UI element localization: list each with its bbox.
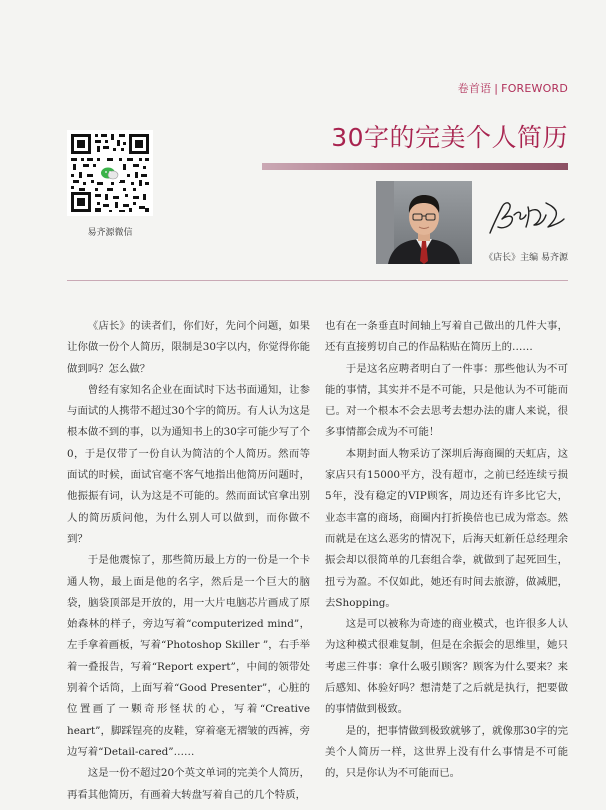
wechat-qr-code	[67, 130, 153, 216]
editor-portrait	[376, 181, 472, 264]
article-paragraph: 是的，把事情做到极致就够了，就像那30字的完美个人简历一样，这世界上没有什么事情是不可能的，只是你认为不可能而已。	[325, 724, 568, 780]
section-label-cn: 卷首语	[457, 82, 492, 95]
article-paragraph: 这是可以被称为奇迹的商业模式，也许很多人认为这种模式很难复制，但是在余振会的思维里，她只考虑三件事：拿什么吸引顾客？顾客为什么要来？来后感知、体验好吗？想清楚了之后就是执行，把要做的事情做到极致。	[325, 618, 568, 716]
editor-signature	[484, 193, 568, 237]
article-column-right	[325, 316, 568, 785]
section-label	[458, 80, 568, 96]
article-paragraph-continued: 也有在一条垂直时间轴上写着自己做出的几件大事，还有直接剪切自己的作品粘贴在简历上的……	[325, 320, 568, 354]
qr-code-icon	[67, 130, 153, 216]
page-title: 30字的完美个人简历	[331, 123, 568, 152]
article-paragraph: 这是一份不超过20个英文单词的完美个人简历，再看其他简历，有画着大转盘写着自己的几个特质，	[67, 767, 310, 801]
article-paragraph: 于是他震惊了，那些简历最上方的一份是一个卡通人物，最上面是他的名字，然后是一个巨大的脑袋，脑袋顶部是开放的，用一大片电脑芯片画成了原始森林的样子，旁边写着“computerized mind”，左手拿着画板，写着“Photoshop Skiller ”，右手举着一叠报告，写着“Report expert”，中间的领带处别着个话筒，上面写着“Good Presenter”，心脏的位置画了一颗奇形怪状的心，写着“Creative heart”，脚踩锃亮的皮鞋，穿着毫无褶皱的西裤，旁边写着“Detail-cared”……	[67, 554, 310, 758]
header-divider	[67, 280, 568, 281]
section-label-en: FOREWORD	[501, 82, 568, 95]
article-paragraph: 《店长》的读者们，你们好，先问个问题，如果让你做一份个人简历，限制是30字以内，你觉得你能做到吗？怎么做？	[67, 320, 310, 375]
article-column-left	[67, 316, 310, 806]
portrait-photo-icon	[376, 181, 472, 264]
article-paragraph: 于是这名应聘者明白了一件事：那些他认为不可能的事情，其实并不是不可能，只是他认为不可能而已。对一个根本不会去思考去想办法的庸人来说，很多事情都会成为不可能！	[325, 362, 568, 439]
article-paragraph: 曾经有家知名企业在面试时下达书面通知，让参与面试的人携带不超过30个字的简历。有人认为这是根本做不到的事，以为通知书上的30字可能少写了个0，于是仅带了一份自认为简洁的个人简历。然而等面试的时候，面试官毫不客气地指出他简历问题时，他振振有词，认为这是不可能的。然而面试官拿出别人的简历质问他，为什么别人可以做到，而你做不到？	[67, 383, 310, 545]
section-separator: |	[494, 82, 499, 95]
title-underline-bar	[262, 163, 568, 170]
qr-caption: 易齐源微信	[87, 228, 133, 238]
editor-caption: 《店长》主编 易齐源	[484, 253, 568, 263]
article-paragraph: 本期封面人物采访了深圳后海商圈的天虹店，这家店只有15000平方，没有超市，之前已经连续亏损5年，没有稳定的VIP顾客，周边还有许多比它大，业态丰富的商场，商圈内打折换倍也已成为常态。然而就是在这么恶劣的情况下，后海天虹新任总经理余振会却以很简单的几套组合拳，就做到了起死回生，扭亏为盈。不仅如此，她还有时间去旅游，做减肥，去Shopping。	[325, 447, 568, 609]
